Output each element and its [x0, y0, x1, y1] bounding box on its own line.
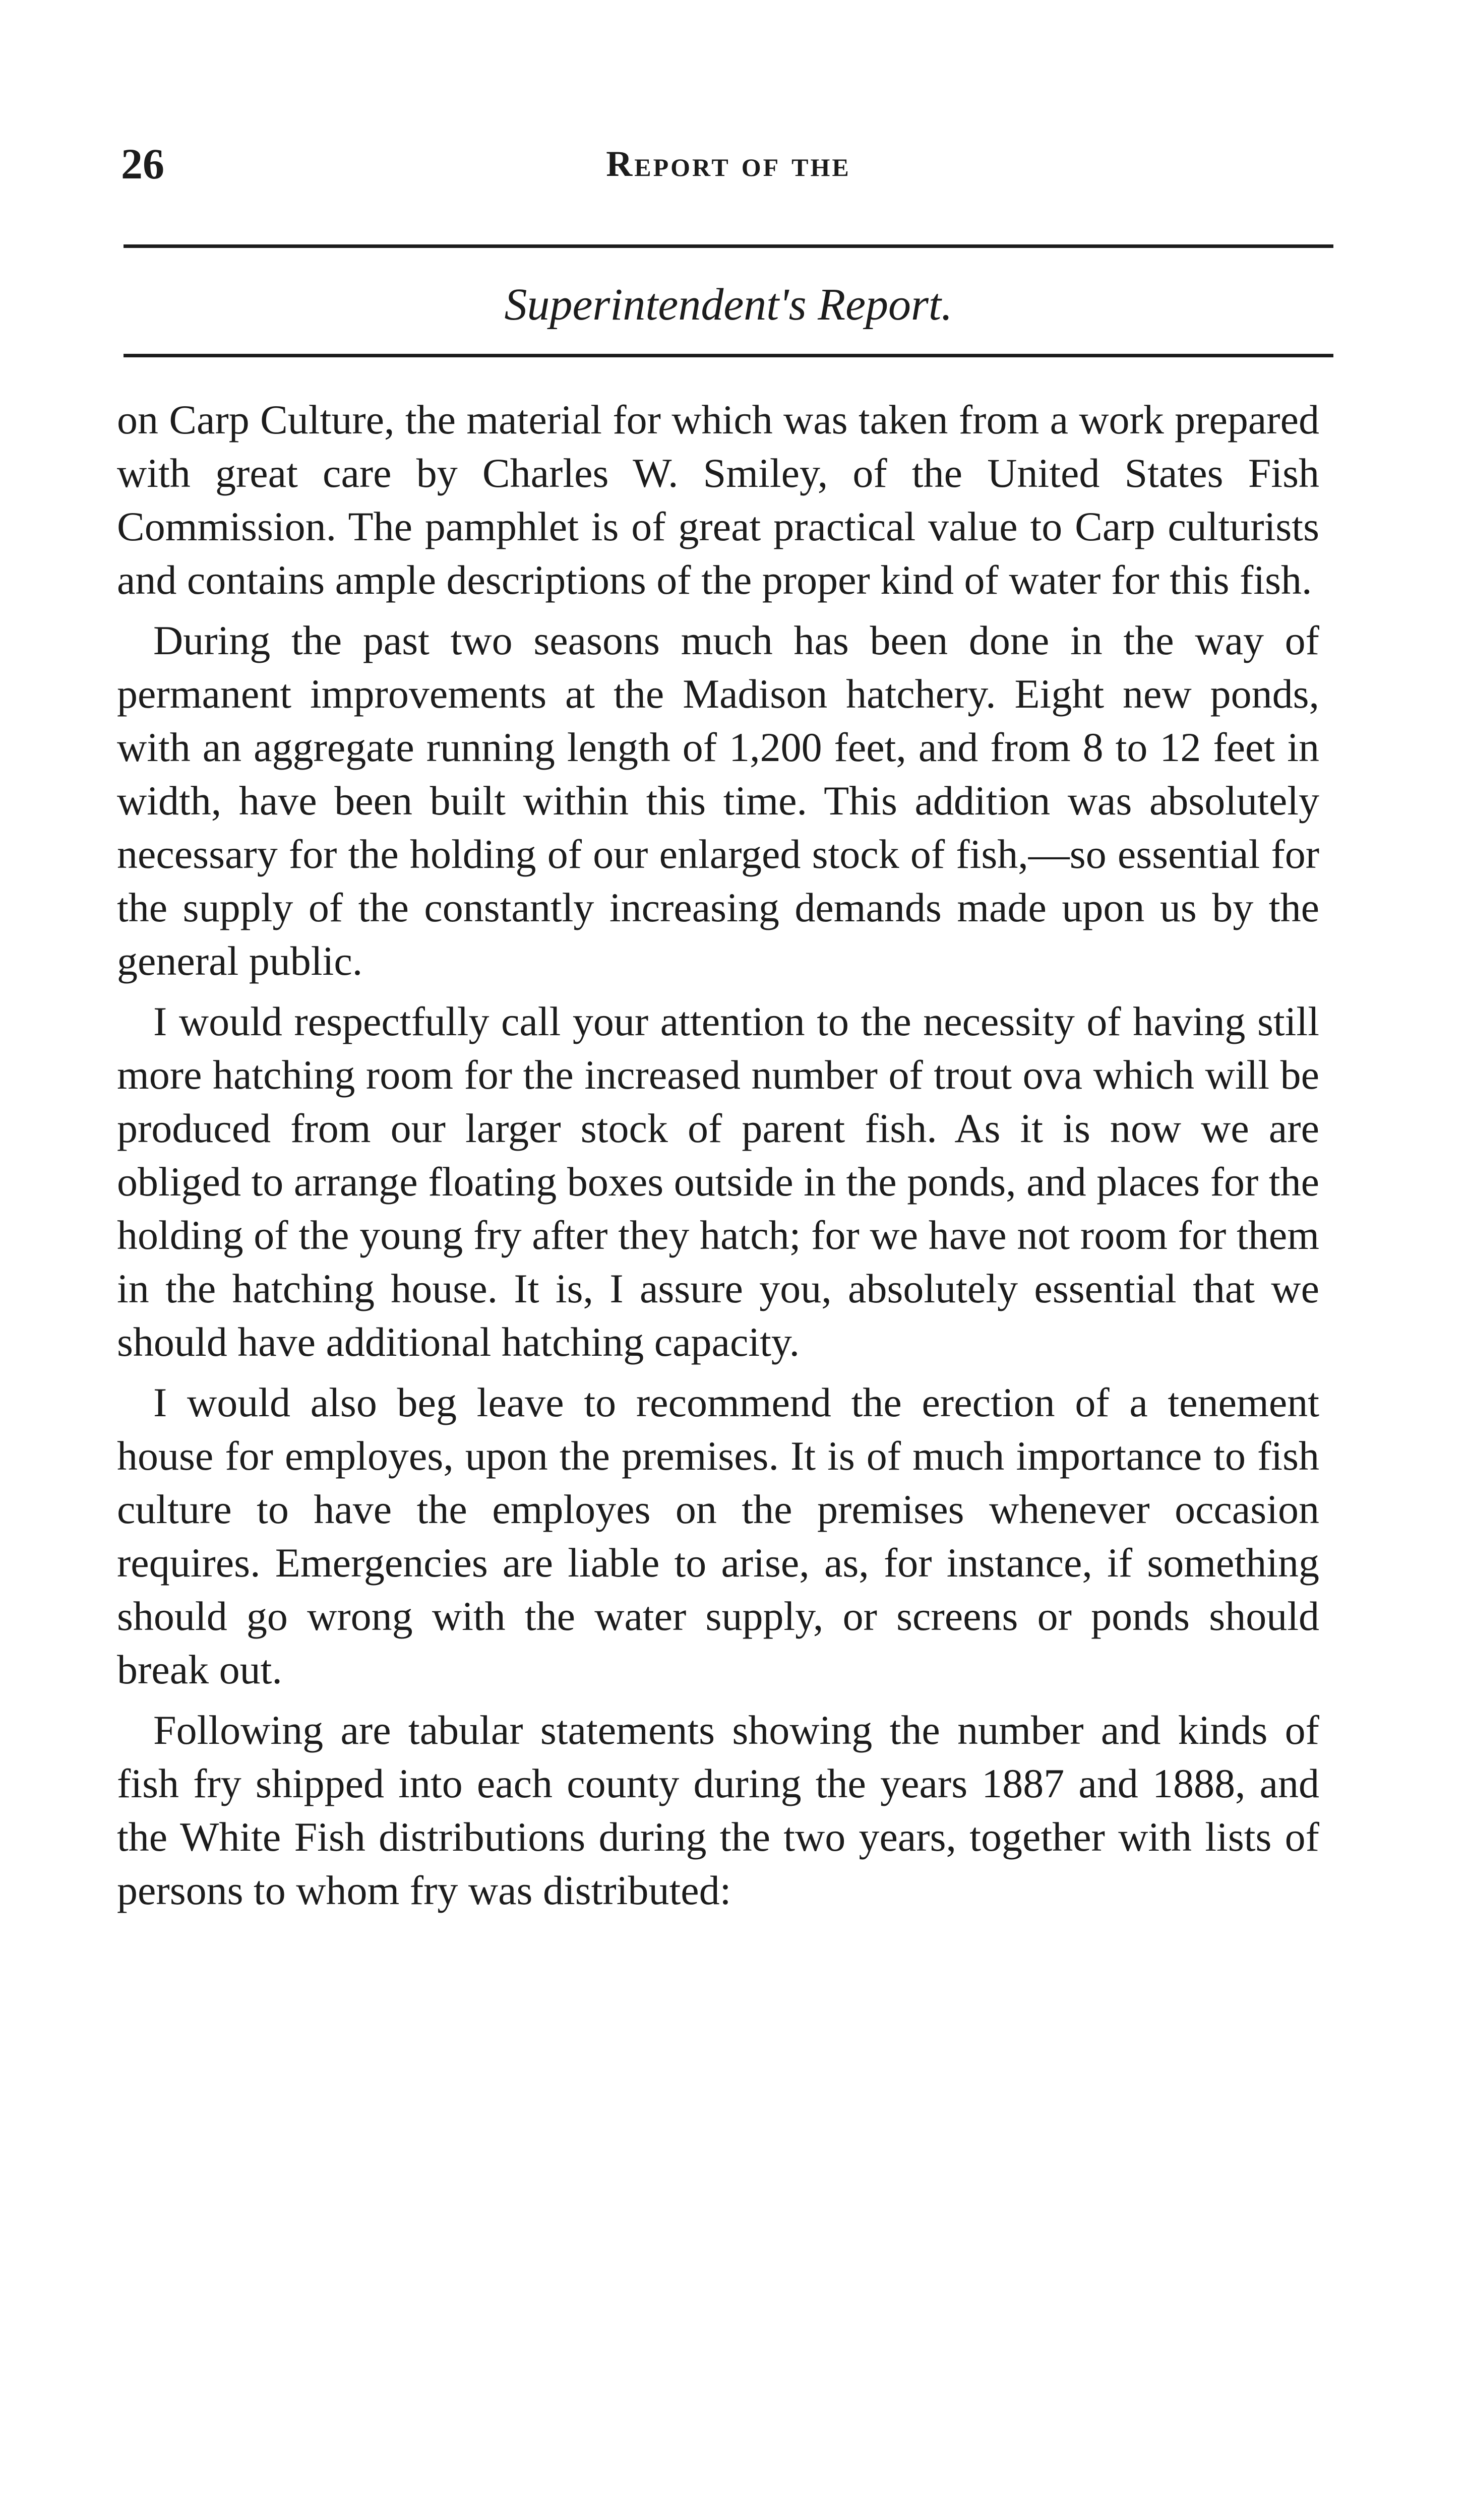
paragraph-4: I would also beg leave to recommend the erection of a tenement house for employes, upon the premises. It is of much importance to fish culture to have the employes on the premises whenever occasion requires. Emergencies are liable to arise, as, for instance, if something should go wrong with the water supply, or screens or ponds should break out.	[117, 1379, 1319, 1692]
running-header	[121, 136, 1336, 197]
running-title: Report of the	[606, 144, 851, 184]
paragraph-1: on Carp Culture, the material for which was taken from a work prepared with great care by Charles W. Smiley, of the United States Fish Commission. The pamphlet is of great practical value to Carp culturists and contains ample descriptions of the proper kind of water for this fish.	[117, 397, 1319, 603]
page-number: 26	[121, 140, 164, 188]
header-rule-top	[124, 244, 1333, 248]
header-rule-bottom	[124, 354, 1333, 357]
body-text	[117, 393, 1319, 1924]
paragraph-3: I would respectfully call your attention to the necessity of having still more hatching room for the increased number of trout ova which will be produced from our larger stock of parent fish. As it is now we are obliged to arrange floating boxes outside in the ponds, and places for the holding of the young fry after they hatch; for we have not room for them in the hatching house. It is, I assure you, absolutely essential that we should have additional hatching capacity.	[117, 998, 1319, 1365]
section-title: Superintendent's Report.	[504, 280, 953, 330]
paragraph-2: During the past two seasons much has been done in the way of permanent improvements at the Madison hatchery. Eight new ponds, with an aggregate running length of 1,200 feet, and from 8 to 12 feet in width, have been built within this time. This addition was absolutely necessary for the holding of our enlarged stock of fish,—so essential for the supply of the constantly increasing demands made upon us by the general public.	[117, 617, 1319, 984]
paragraph-5: Following are tabular statements showing the number and kinds of fish fry shipped into each county during the years 1887 and 1888, and the White Fish distributions during the two years, together with lists of persons to whom fry was distributed:	[117, 1707, 1319, 1913]
